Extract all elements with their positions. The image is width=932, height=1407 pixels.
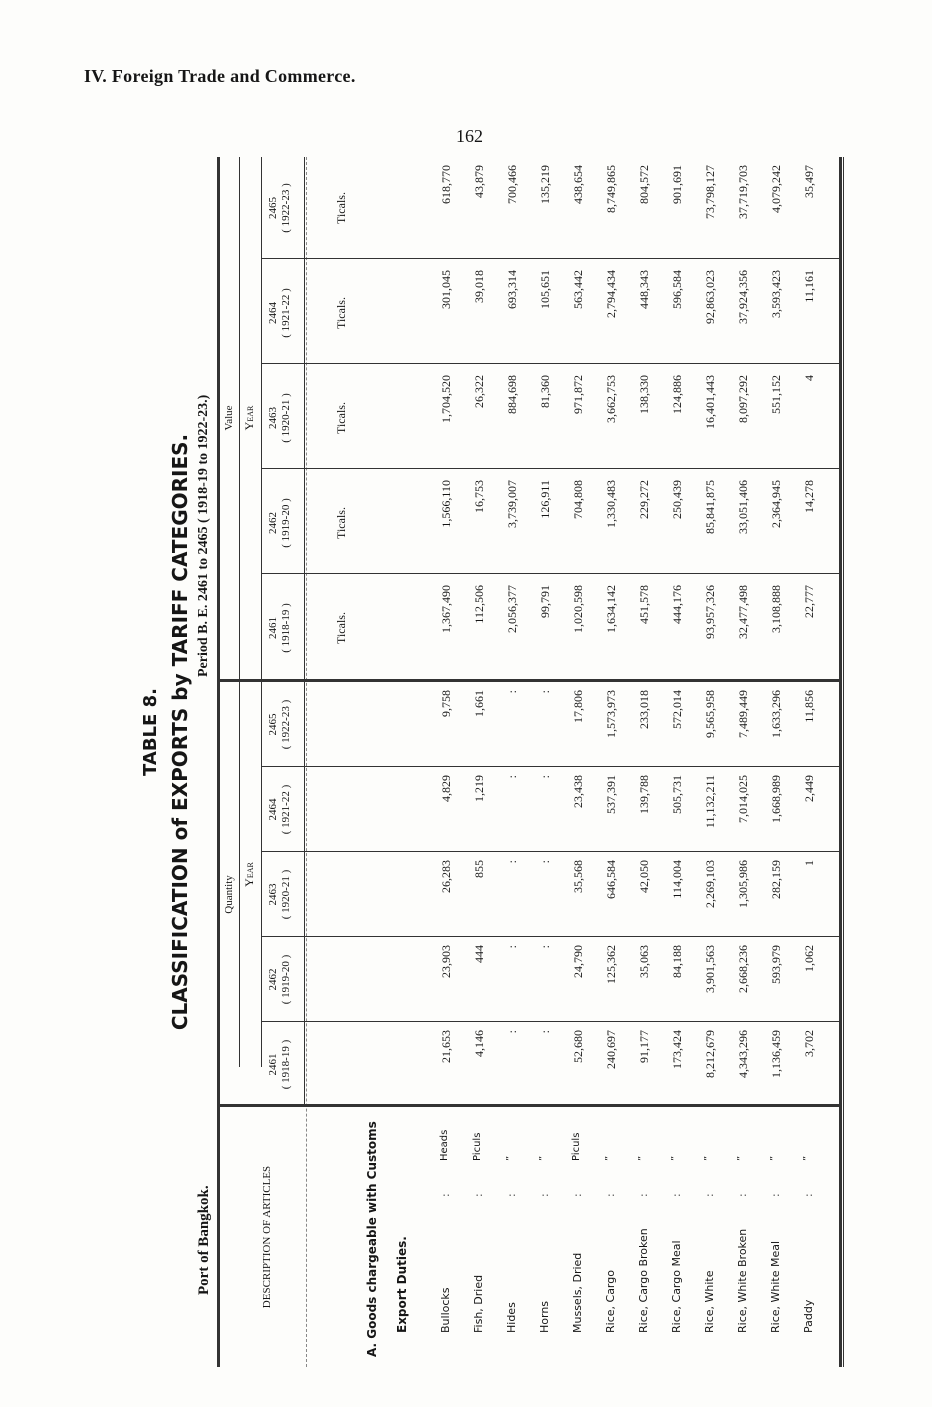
value-cell: 971,872 <box>571 375 585 414</box>
qty-cell: 505,731 <box>670 775 684 814</box>
qty-year-be: 2464 <box>267 798 279 821</box>
qty-cell: 537,391 <box>604 775 618 814</box>
value-cell: 2,794,434 <box>604 270 618 318</box>
value-cell: 35,497 <box>802 165 816 198</box>
val-year-ce: ( 1919-20 ) <box>280 498 292 548</box>
row-article: Rice, White Meal <box>769 1240 782 1333</box>
val-year-ce: ( 1920-21 ) <box>280 393 292 443</box>
value-cell: 73,798,127 <box>703 165 717 219</box>
row-article: Rice, Cargo <box>604 1270 617 1333</box>
qty-cell: 35,063 <box>637 945 651 978</box>
qty-cell: 173,424 <box>670 1030 684 1069</box>
value-cell: 804,572 <box>637 165 651 204</box>
value-cell: 124,886 <box>670 375 684 414</box>
value-cell: 563,442 <box>571 270 585 309</box>
val-year-ce: ( 1922-23 ) <box>280 183 292 233</box>
qty-cell: 1,136,459 <box>769 1030 783 1078</box>
value-unit-label: Ticals. <box>334 192 348 224</box>
rule-qty-year <box>261 682 262 1067</box>
value-cell: 438,654 <box>571 165 585 204</box>
row-unit: ” <box>769 1155 780 1161</box>
value-cell: 138,330 <box>637 375 651 414</box>
value-cell: 901,691 <box>670 165 684 204</box>
value-cell: 99,791 <box>538 585 552 618</box>
qty-cell: 4,343,296 <box>736 1030 750 1078</box>
qty-cell: : <box>505 775 519 779</box>
row-article: Rice, White <box>703 1270 716 1333</box>
value-cell: 1,704,520 <box>439 375 453 423</box>
qty-cell: 11,856 <box>802 690 816 723</box>
rule-top <box>217 157 220 1367</box>
table-number: TABLE 8. <box>140 688 161 776</box>
row-leader-dots: : <box>439 1193 452 1197</box>
qty-cell: 35,568 <box>571 860 585 893</box>
qty-cell: 593,979 <box>769 945 783 984</box>
val-year-ce: ( 1918-19 ) <box>280 603 292 653</box>
qty-cell: 1,305,986 <box>736 860 750 908</box>
value-cell: 1,330,483 <box>604 480 618 528</box>
qty-cell: 444 <box>472 945 486 963</box>
value-cell: 81,360 <box>538 375 552 408</box>
qty-cell: 1,633,296 <box>769 690 783 738</box>
qty-cell: 11,132,211 <box>703 775 717 829</box>
row-leader-dots: : <box>637 1193 650 1197</box>
value-cell: 92,863,023 <box>703 270 717 324</box>
qty-cell: : <box>538 945 552 949</box>
value-cell: 16,753 <box>472 480 486 513</box>
value-cell: 596,584 <box>670 270 684 309</box>
value-cell: 1,367,490 <box>439 585 453 633</box>
value-cell: 693,314 <box>505 270 519 309</box>
value-cell: 2,364,945 <box>769 480 783 528</box>
value-cell: 37,719,703 <box>736 165 750 219</box>
val-year-be: 2464 <box>267 302 279 324</box>
rule-year-row <box>304 157 305 1107</box>
row-unit: ” <box>736 1155 747 1161</box>
rule-header-bottom <box>306 157 307 1367</box>
value-cell: 444,176 <box>670 585 684 624</box>
row-leader-dots: : <box>472 1193 485 1197</box>
qty-cell: 1,062 <box>802 945 816 972</box>
value-cell: 3,593,423 <box>769 270 783 318</box>
port-label: Port of Bangkok. <box>196 1185 212 1295</box>
value-cell: 4 <box>802 375 816 381</box>
qty-cell: 21,653 <box>439 1030 453 1063</box>
value-cell: 700,466 <box>505 165 519 204</box>
qty-cell: 24,790 <box>571 945 585 978</box>
row-article: Rice, Cargo Meal <box>670 1240 683 1333</box>
value-cell: 85,841,875 <box>703 480 717 534</box>
qty-cell: 114,004 <box>670 860 684 899</box>
value-cell: 112,506 <box>472 585 486 624</box>
value-cell: 551,152 <box>769 375 783 414</box>
value-cell: 37,924,356 <box>736 270 750 324</box>
value-cell: 135,219 <box>538 165 552 204</box>
section-header: IV. Foreign Trade and Commerce. <box>84 66 356 86</box>
qty-cell: 23,438 <box>571 775 585 808</box>
qty-cell: 1,219 <box>472 775 486 802</box>
val-year-be: 2462 <box>267 512 279 534</box>
value-cell: 32,477,498 <box>736 585 750 639</box>
value-cell: 11,161 <box>802 270 816 303</box>
qty-cell: 233,018 <box>637 690 651 729</box>
value-cell: 8,749,865 <box>604 165 618 213</box>
quantity-header: Quantity <box>223 875 235 914</box>
value-cell: 618,770 <box>439 165 453 204</box>
qty-cell: 8,212,679 <box>703 1030 717 1078</box>
qty-cell: 282,159 <box>769 860 783 899</box>
qty-cell: 3,702 <box>802 1030 816 1057</box>
qty-cell: 855 <box>472 860 486 878</box>
value-cell: 1,566,110 <box>439 480 453 528</box>
qty-cell: 2,668,236 <box>736 945 750 993</box>
row-unit: ” <box>538 1155 549 1161</box>
val-year-be: 2465 <box>267 197 279 219</box>
row-leader-dots: : <box>538 1193 551 1197</box>
quantity-year-label: Year <box>242 862 256 887</box>
rule-val-year <box>261 157 262 679</box>
value-year-label: Year <box>242 405 256 431</box>
value-cell: 43,879 <box>472 165 486 198</box>
qty-cell: 4,829 <box>439 775 453 802</box>
value-cell: 3,108,888 <box>769 585 783 633</box>
value-cell: 1,634,142 <box>604 585 618 633</box>
qty-year-be: 2465 <box>267 713 279 736</box>
qty-cell: : <box>538 690 552 694</box>
value-cell: 884,698 <box>505 375 519 414</box>
row-unit: ” <box>604 1155 615 1161</box>
rule-qty-val-sep <box>217 679 839 682</box>
qty-cell: 646,584 <box>604 860 618 899</box>
value-cell: 1,020,598 <box>571 585 585 633</box>
value-cell: 16,401,443 <box>703 375 717 429</box>
exports-table <box>217 157 839 1367</box>
value-cell: 8,097,292 <box>736 375 750 423</box>
row-unit: ” <box>703 1155 714 1161</box>
rule-bottom-double <box>843 157 844 1367</box>
qty-cell: 52,680 <box>571 1030 585 1063</box>
qty-cell: 4,146 <box>472 1030 486 1057</box>
row-article: Paddy <box>802 1299 815 1333</box>
row-article: Rice, Cargo Broken <box>637 1228 650 1333</box>
qty-cell: 2,269,103 <box>703 860 717 908</box>
value-cell: 451,578 <box>637 585 651 624</box>
qty-year-ce: ( 1921-22 ) <box>280 784 292 835</box>
subsection-heading: Export Duties. <box>395 1236 409 1333</box>
row-unit: ” <box>802 1155 813 1161</box>
qty-year-ce: ( 1922-23 ) <box>280 699 292 750</box>
qty-cell: : <box>505 860 519 864</box>
qty-cell: : <box>505 690 519 694</box>
qty-cell: 3,901,563 <box>703 945 717 993</box>
qty-cell: 26,283 <box>439 860 453 893</box>
qty-cell: 1,668,989 <box>769 775 783 823</box>
row-article: Hides <box>505 1302 518 1333</box>
value-cell: 3,739,007 <box>505 480 519 528</box>
qty-year-ce: ( 1918-19 ) <box>280 1039 292 1090</box>
row-article: Rice, White Broken <box>736 1228 749 1333</box>
qty-cell: : <box>538 860 552 864</box>
value-cell: 26,322 <box>472 375 486 408</box>
qty-cell: 125,362 <box>604 945 618 984</box>
desc-header: DESCRIPTION OF ARTICLES <box>261 1165 273 1309</box>
qty-cell: 139,788 <box>637 775 651 814</box>
qty-cell: : <box>505 945 519 949</box>
row-leader-dots: : <box>769 1193 782 1197</box>
qty-cell: 17,806 <box>571 690 585 723</box>
value-cell: 3,662,753 <box>604 375 618 423</box>
qty-year-be: 2463 <box>267 883 279 906</box>
qty-cell: : <box>538 775 552 779</box>
row-unit: Piculs <box>472 1132 483 1161</box>
value-cell: 33,051,406 <box>736 480 750 534</box>
period-label: Period B. E. 2461 to 2465 ( 1918-19 to 1922-23.) <box>196 394 211 677</box>
value-unit-label: Ticals. <box>334 612 348 644</box>
section-a-heading: A. Goods chargeable with Customs <box>365 1121 379 1357</box>
qty-cell: 2,449 <box>802 775 816 802</box>
value-cell: 93,957,326 <box>703 585 717 639</box>
qty-year-ce: ( 1919-20 ) <box>280 954 292 1005</box>
value-cell: 126,911 <box>538 480 552 519</box>
qty-cell: 91,177 <box>637 1030 651 1063</box>
val-year-be: 2461 <box>267 617 279 639</box>
qty-cell: 7,014,025 <box>736 775 750 823</box>
qty-cell: 9,565,958 <box>703 690 717 738</box>
qty-cell: 1,573,973 <box>604 690 618 738</box>
qty-year-be: 2462 <box>267 968 279 991</box>
value-cell: 448,343 <box>637 270 651 309</box>
row-article: Fish, Dried <box>472 1274 485 1333</box>
qty-cell: 42,050 <box>637 860 651 893</box>
qty-year-ce: ( 1920-21 ) <box>280 869 292 920</box>
value-unit-label: Ticals. <box>334 507 348 539</box>
row-leader-dots: : <box>571 1193 584 1197</box>
value-cell: 14,278 <box>802 480 816 513</box>
qty-cell: 7,489,449 <box>736 690 750 738</box>
table-title: CLASSIFICATION of EXPORTS by TARIFF CATEGORIES. <box>168 433 192 1031</box>
val-year-ce: ( 1921-22 ) <box>280 288 292 338</box>
row-unit: ” <box>637 1155 648 1161</box>
row-article: Horns <box>538 1300 551 1333</box>
row-unit: ” <box>505 1155 516 1161</box>
row-leader-dots: : <box>505 1193 518 1197</box>
page-number: 162 <box>456 126 483 146</box>
qty-cell: 240,697 <box>604 1030 618 1069</box>
value-cell: 229,272 <box>637 480 651 519</box>
value-cell: 301,045 <box>439 270 453 309</box>
qty-cell: 9,758 <box>439 690 453 717</box>
row-leader-dots: : <box>736 1193 749 1197</box>
qty-cell: : <box>538 1030 552 1034</box>
row-leader-dots: : <box>802 1193 815 1197</box>
row-unit: Piculs <box>571 1132 582 1161</box>
value-cell: 4,079,242 <box>769 165 783 213</box>
row-leader-dots: : <box>670 1193 683 1197</box>
qty-cell: 1,661 <box>472 690 486 717</box>
value-unit-label: Ticals. <box>334 297 348 329</box>
value-cell: 105,651 <box>538 270 552 309</box>
value-header: Value <box>223 405 235 431</box>
value-cell: 39,018 <box>472 270 486 303</box>
qty-cell: 1 <box>802 860 816 866</box>
value-cell: 250,439 <box>670 480 684 519</box>
qty-year-be: 2461 <box>267 1053 279 1076</box>
qty-cell: : <box>505 1030 519 1034</box>
rule-val-group <box>239 157 240 679</box>
rule-bottom <box>839 157 842 1367</box>
value-unit-label: Ticals. <box>334 402 348 434</box>
qty-cell: 84,188 <box>670 945 684 978</box>
rule-qty-group <box>239 682 240 1067</box>
qty-cell: 572,014 <box>670 690 684 729</box>
val-year-be: 2463 <box>267 407 279 429</box>
value-cell: 2,056,377 <box>505 585 519 633</box>
row-article: Bullocks <box>439 1287 452 1333</box>
qty-cell: 23,903 <box>439 945 453 978</box>
rotated-table-page <box>140 97 860 1367</box>
row-article: Mussels, Dried <box>571 1252 584 1333</box>
value-cell: 704,808 <box>571 480 585 519</box>
row-unit: Heads <box>439 1129 450 1161</box>
value-cell: 22,777 <box>802 585 816 618</box>
row-leader-dots: : <box>604 1193 617 1197</box>
row-leader-dots: : <box>703 1193 716 1197</box>
row-unit: ” <box>670 1155 681 1161</box>
